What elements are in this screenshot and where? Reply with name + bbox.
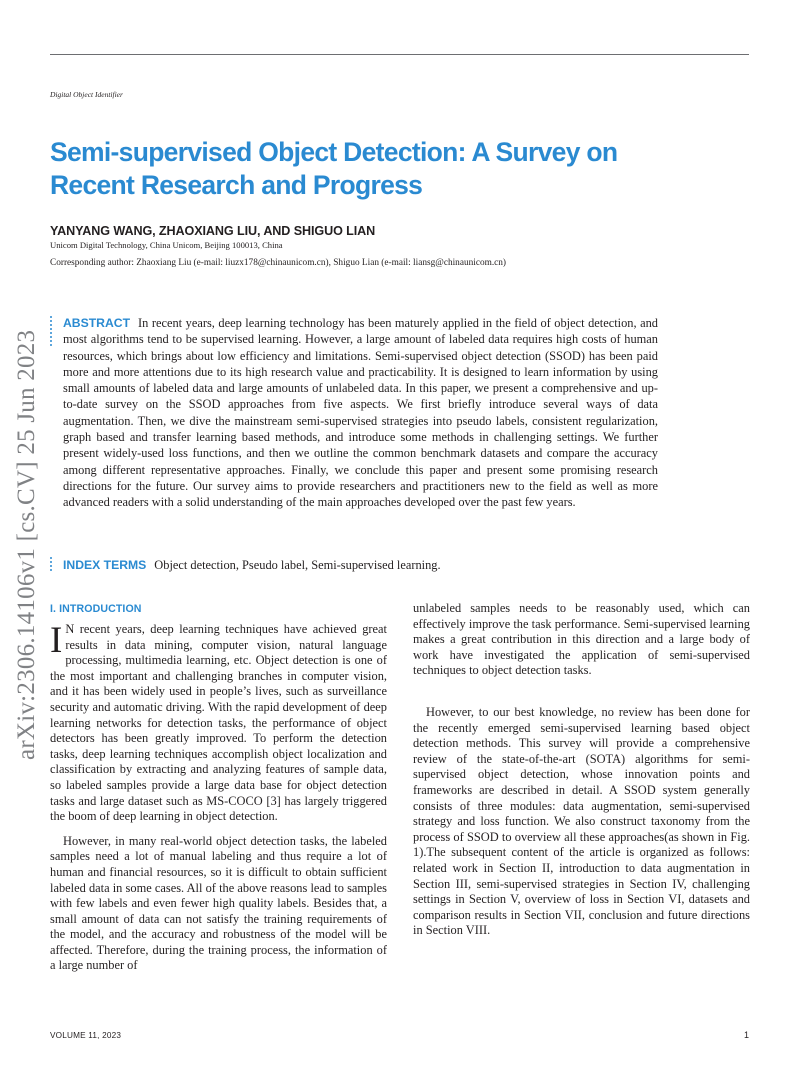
intro-paragraph-4: However, to our best knowledge, no review has been done for the recently emerged semi-supervised learning based object detection methods. This survey will provide a comprehensive review of the state-of-the-art (SOTA) algorithms for semi-supervised object detection, whose innovation points and frameworks are described in detail. A SSOD system generally consists of three modules: data augmentation, semi-supervised strategy and loss function. We also construct taxonomy from the process of SSOD to overview all these approaches(as shown in Fig. 1).The subsequent content of the article is organized as follows: related work in Section II, introduction to data augmentation in Section III, semi-supervised strategies in Section IV, challenging settings in Section V, overview of loss in Section VI, datasets and comparison results in Section VII, conclusion and future directions in Section VIII. <box>413 704 750 938</box>
title-line-2: Recent Research and Progress <box>50 170 423 200</box>
affiliation: Unicom Digital Technology, China Unicom, Beijing 100013, China <box>50 240 283 250</box>
index-dots-icon <box>50 557 53 573</box>
abstract-text: In recent years, deep learning technology has been maturely applied in the field of object detection, and most algorithms tend to be supervised learning. However, a large amount of labeled data requires high costs of human resources, which brings about low efficiency and limitations. Semi-supervised object detection (SSOD) has been paid more and more attentions due to its high research value and practicability. It is designed to learn information by using small amounts of labeled data and large amounts of unlabeled data. In this paper, we present a comprehensive and up-to-date survey on the SSOD approaches from five aspects. We first briefly introduce several ways of data augmentation. Then, we dive the mainstream semi-supervised strategies into pseudo labels, consistent regularization, graph based and transfer learning based methods, and introduce some methods in challenging settings. We further present widely-used loss functions, and then we outline the common benchmark datasets and compare the accuracy among different representative approaches. Finally, we conclude this paper and present some promising research directions for the future. Our survey aims to provide researchers and practitioners new to the field as well as more advanced readers with a solid understanding of the main approaches developed over the past few years. <box>63 316 658 510</box>
drop-cap: I <box>50 620 63 661</box>
intro-paragraph-1-text: N recent years, deep learning techniques have achieved great results in data mining, computer vision, natural language processing, multimedia learning, etc. Object detection is one of the most important and challenging branches in computer vision, and it has been widely used in people’s lives, such as surveillance security and automatic driving. With the rapid development of deep learning networks for detection tasks, the performance of object detectors has been greatly improved. To perform the detection tasks, deep learning techniques accomplish object localization and classification by extracting and analyzing features of sample data, so labeled samples provide a large data base for object detection tasks and large dataset such as MS-COCO [3] has largely triggered the boom of deep learning in object detection. <box>50 622 387 824</box>
title-line-1: Semi-supervised Object Detection: A Survey on <box>50 137 618 167</box>
paper-title <box>50 136 700 202</box>
index-terms-text: Object detection, Pseudo label, Semi-supervised learning. <box>154 558 441 572</box>
page-number: 1 <box>744 1030 750 1040</box>
intro-paragraph-2: However, in many real-world object detection tasks, the labeled samples need a lot of manual labeling and thus require a lot of human and financial resources, so it is difficult to obtain sufficient labeled data in some cases. All of the above reasons lead to samples with few labels and even fewer high quality labels. Besides that, a small amount of data can not satisfy the training requirements of the model, and the accuracy and robustness of the model will be affected. Therefore, during the training process, the information of a large number of <box>50 833 387 973</box>
arxiv-identifier: arXiv:2306.14106v1 [cs.CV] 25 Jun 2023 <box>13 329 40 760</box>
intro-paragraph-1 <box>50 622 387 825</box>
index-terms-label: INDEX TERMS <box>63 558 147 572</box>
intro-paragraph-3: unlabeled samples needs to be reasonably used, which can effectively improve the task performance. Semi-supervised learning makes a great contribution in this direction and a large body of work have investigated the application of semi-supervised techniques to object detection tasks. <box>413 601 750 678</box>
index-terms <box>63 558 441 573</box>
abstract-label: ABSTRACT <box>63 316 131 330</box>
corresponding-author: Corresponding author: Zhaoxiang Liu (e-mail: liuzx178@chinaunicom.cn), Shiguo Lian (e-mail: liansg@chinaunicom.cn) <box>50 258 507 268</box>
doi-label: Digital Object Identifier <box>50 90 123 99</box>
abstract <box>63 315 658 511</box>
left-column <box>50 603 387 974</box>
authors: YANYANG WANG, ZHAOXIANG LIU, AND SHIGUO LIAN <box>50 224 376 238</box>
header-rule <box>50 54 749 55</box>
footer-volume: VOLUME 11, 2023 <box>50 1031 122 1040</box>
right-column <box>413 601 750 939</box>
section-heading-introduction: I. INTRODUCTION <box>50 603 142 615</box>
abstract-dots-icon <box>50 316 53 348</box>
